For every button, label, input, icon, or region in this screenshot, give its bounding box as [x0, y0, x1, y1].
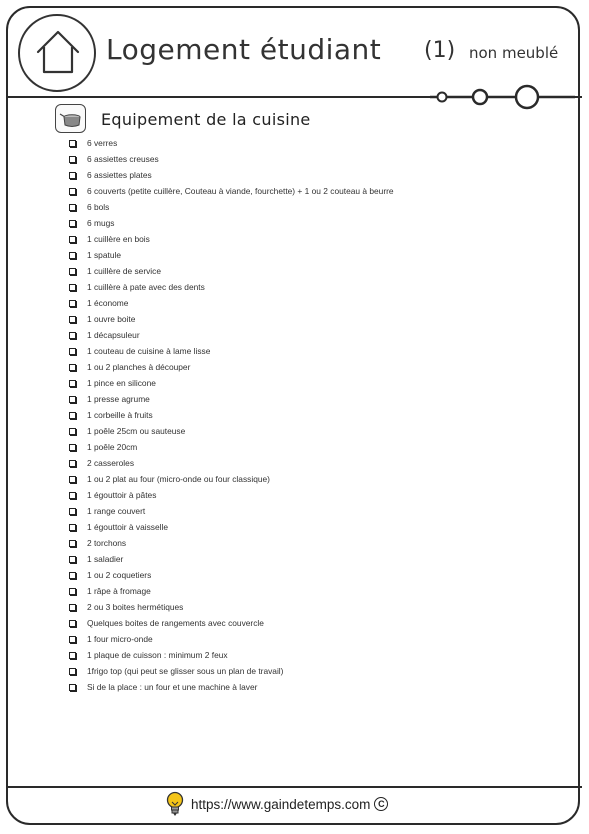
footer-divider [6, 786, 582, 788]
checklist-item-label: 1 économe [87, 298, 129, 308]
checklist-item-label: 1 saladier [87, 554, 124, 564]
checkbox[interactable] [69, 220, 76, 227]
checklist-item [69, 423, 394, 439]
checkbox[interactable] [69, 444, 76, 451]
checklist-item [69, 215, 394, 231]
checklist-item-label: 1 four micro-onde [87, 634, 153, 644]
checklist-item [69, 471, 394, 487]
checklist-item [69, 455, 394, 471]
checklist-item [69, 327, 394, 343]
checklist-item [69, 663, 394, 679]
checklist-item [69, 615, 394, 631]
checklist-item-label: 1 cuillère de service [87, 266, 162, 276]
checklist-item [69, 311, 394, 327]
checkbox[interactable] [69, 316, 76, 323]
checklist-item [69, 551, 394, 567]
checklist-item [69, 487, 394, 503]
checkbox[interactable] [69, 156, 76, 163]
checkbox[interactable] [69, 556, 76, 563]
checklist-item [69, 375, 394, 391]
house-icon [18, 14, 96, 92]
checklist-item-label: 1 ou 2 plat au four (micro-onde ou four classique) [87, 474, 270, 484]
checklist-item-label: 1 couteau de cuisine à lame lisse [87, 346, 211, 356]
checklist-item-label: 2 ou 3 boites hermétiques [87, 602, 184, 612]
checklist-item [69, 519, 394, 535]
checklist-item-label: 1 égouttoir à vaisselle [87, 522, 169, 532]
checkbox[interactable] [69, 380, 76, 387]
checklist-item-label: 6 verres [87, 138, 118, 148]
checkbox[interactable] [69, 524, 76, 531]
checkbox[interactable] [69, 540, 76, 547]
checkbox[interactable] [69, 364, 76, 371]
checkbox[interactable] [69, 140, 76, 147]
checkbox[interactable] [69, 572, 76, 579]
checklist-item [69, 263, 394, 279]
checkbox[interactable] [69, 412, 76, 419]
website-url[interactable]: https://www.gaindetemps.com [191, 796, 371, 812]
checklist-item-label: 1 égouttoir à pâtes [87, 490, 157, 500]
checklist-item-label: 1 poêle 25cm ou sauteuse [87, 426, 186, 436]
checklist-item-label: 1 poêle 20cm [87, 442, 138, 452]
checklist-item [69, 679, 394, 695]
checklist-item [69, 359, 394, 375]
checklist-item-label: 1 décapsuleur [87, 330, 140, 340]
checklist-item [69, 503, 394, 519]
checkbox[interactable] [69, 636, 76, 643]
checkbox[interactable] [69, 492, 76, 499]
checklist-item [69, 631, 394, 647]
checkbox[interactable] [69, 268, 76, 275]
checklist-item [69, 407, 394, 423]
checklist-item-label: Quelques boites de rangements avec couvercle [87, 618, 264, 628]
lightbulb-icon [165, 791, 185, 817]
checklist-item-label: 2 casseroles [87, 458, 135, 468]
checklist-item-label: 1frigo top (qui peut se glisser sous un plan de travail) [87, 666, 284, 676]
checklist-item [69, 647, 394, 663]
copyright-icon: C [374, 797, 388, 811]
checklist-item [69, 247, 394, 263]
footer [165, 791, 388, 817]
checklist-item-label: 1 cuillère à pate avec des dents [87, 282, 205, 292]
checkbox[interactable] [69, 236, 76, 243]
checklist-item [69, 167, 394, 183]
checklist-item [69, 295, 394, 311]
checkbox[interactable] [69, 652, 76, 659]
checkbox[interactable] [69, 300, 76, 307]
checkbox[interactable] [69, 588, 76, 595]
checklist-item-label: 6 mugs [87, 218, 115, 228]
checklist-item-label: 1 cuillère en bois [87, 234, 150, 244]
checkbox[interactable] [69, 684, 76, 691]
checkbox[interactable] [69, 172, 76, 179]
checklist-item [69, 391, 394, 407]
checklist-item-label: 1 pince en silicone [87, 378, 156, 388]
checkbox[interactable] [69, 348, 76, 355]
checklist-item [69, 599, 394, 615]
page-number: (1) [424, 38, 456, 63]
checkbox[interactable] [69, 252, 76, 259]
checklist-item-label: 1 presse agrume [87, 394, 150, 404]
page-subtitle: non meublé [469, 44, 559, 62]
checklist-item [69, 199, 394, 215]
checklist-item [69, 231, 394, 247]
checklist-item-label: 6 bols [87, 202, 110, 212]
checklist-item-label: 1 râpe à fromage [87, 586, 151, 596]
checklist-item [69, 535, 394, 551]
checklist-item-label: 1 plaque de cuisson : minimum 2 feux [87, 650, 228, 660]
checkbox[interactable] [69, 476, 76, 483]
checklist-item-label: 1 ou 2 coquetiers [87, 570, 152, 580]
checklist-item [69, 151, 394, 167]
checkbox[interactable] [69, 204, 76, 211]
checklist-item [69, 439, 394, 455]
section-title: Equipement de la cuisine [101, 110, 311, 129]
checklist-item [69, 583, 394, 599]
checklist-item-label: 1 range couvert [87, 506, 146, 516]
checklist-item [69, 279, 394, 295]
checkbox[interactable] [69, 460, 76, 467]
checkbox[interactable] [69, 668, 76, 675]
checklist-item-label: 6 assiettes plates [87, 170, 152, 180]
checkbox[interactable] [69, 188, 76, 195]
checklist-item-label: 1 spatule [87, 250, 121, 260]
checklist-item-label: 6 couverts (petite cuillère, Couteau à viande, fourchette) + 1 ou 2 couteau à beurre [87, 186, 394, 196]
checklist-item-label: 1 ouvre boite [87, 314, 136, 324]
checkbox[interactable] [69, 396, 76, 403]
checklist-item-label: 1 corbeille à fruits [87, 410, 153, 420]
checklist-item-label: 2 torchons [87, 538, 127, 548]
checkbox[interactable] [69, 428, 76, 435]
checklist-item [69, 135, 394, 151]
checkbox[interactable] [69, 508, 76, 515]
checklist-item [69, 567, 394, 583]
decorative-dots-icon [430, 84, 575, 112]
checklist-item-label: Si de la place : un four et une machine à laver [87, 682, 258, 692]
page-title: Logement étudiant [106, 33, 382, 66]
checklist-item-label: 1 ou 2 planches à découper [87, 362, 191, 372]
checkbox[interactable] [69, 604, 76, 611]
checklist [69, 135, 394, 695]
checkbox[interactable] [69, 284, 76, 291]
checklist-item [69, 343, 394, 359]
checklist-item-label: 6 assiettes creuses [87, 154, 159, 164]
checkbox[interactable] [69, 620, 76, 627]
checkbox[interactable] [69, 332, 76, 339]
checklist-item [69, 183, 394, 199]
cooking-pot-icon [55, 104, 86, 133]
